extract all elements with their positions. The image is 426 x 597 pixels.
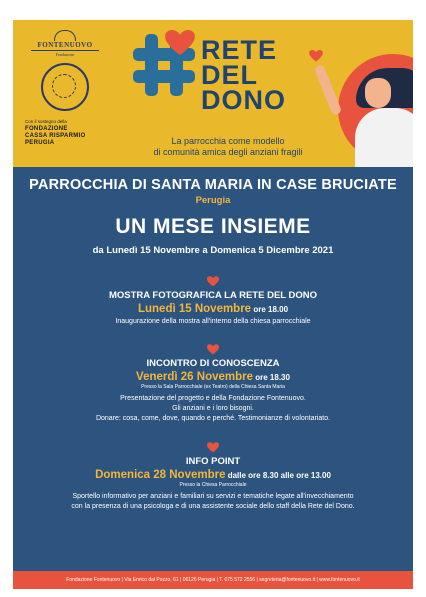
event-time: ore 18.00 bbox=[253, 305, 289, 314]
event-info-point bbox=[13, 442, 413, 512]
sponsor-logos bbox=[25, 30, 105, 147]
event-time: ore 18.30 bbox=[255, 373, 290, 382]
fontenuovo-logo-sub: Fondazione bbox=[31, 50, 99, 57]
event-day: Venerdì 26 Novembre bbox=[136, 371, 254, 383]
contribution-label: Con il sostegno della bbox=[25, 119, 67, 124]
event-day: Domenica 28 Novembre bbox=[95, 469, 226, 481]
event-date-meeting bbox=[13, 371, 413, 383]
heart-icon bbox=[207, 344, 219, 355]
fondazione-line1: FONDAZIONE bbox=[25, 126, 68, 132]
event-title-exhibition: MOSTRA FOTOGRAFICA LA RETE DEL DONO bbox=[108, 290, 318, 301]
desc-line: Gli anziani e i loro bisogni. bbox=[172, 405, 254, 412]
city-name: Perugia bbox=[195, 195, 231, 206]
event-day: Lunedì 15 Novembre bbox=[137, 303, 252, 315]
event-title-info-point: INFO POINT bbox=[185, 456, 241, 467]
university-seal-icon bbox=[41, 63, 89, 111]
event-meeting bbox=[13, 344, 413, 424]
date-range: da Lunedì 15 Novembre a Domenica 5 Dicembre 2021 bbox=[92, 245, 334, 256]
event-poster bbox=[13, 20, 413, 589]
event-location: Presso la Chiesa Parrocchiale bbox=[179, 482, 247, 488]
house-icon bbox=[54, 30, 76, 41]
illustration-face bbox=[365, 78, 391, 108]
desc-line: Presentazione del progetto e della Fondazione Fontenuovo. bbox=[120, 395, 306, 402]
small-heart-icon bbox=[309, 50, 323, 62]
heart-icon bbox=[207, 442, 219, 453]
fondazione-cassa-logo bbox=[25, 126, 105, 147]
event-exhibition bbox=[13, 276, 413, 326]
event-date-exhibition bbox=[13, 303, 413, 315]
event-title-meeting: INCONTRO DI CONOSCENZA bbox=[146, 358, 280, 369]
tagline bbox=[128, 136, 328, 158]
program-panel bbox=[13, 167, 413, 571]
church-name: PARROCCHIA DI SANTA MARIA IN CASE BRUCIATE bbox=[29, 177, 397, 193]
desc-line: con la presenza di una psicologa e di una assistente sociale dello staff della Rete del Dono. bbox=[71, 503, 355, 510]
desc-line: Donare: cosa, come, dove, quando e perché. Testimonianze di volontariato. bbox=[95, 415, 331, 422]
heart-icon bbox=[207, 276, 219, 287]
tagline-line2: di comunità amica degli anziani fragili bbox=[153, 147, 303, 157]
title-line2: DEL bbox=[201, 60, 258, 90]
event-description bbox=[13, 394, 413, 424]
heart-icon bbox=[165, 30, 195, 56]
footer-contacts: Fondazione Fontenuovo | Via Enrico dal Pozzo, 61 | 06126 Perugia | T. 075 572 2556 | segreteria@fontenuovo.it | www.fontenuovo.it bbox=[13, 571, 413, 589]
fontenuovo-logo-name: FONTENUOVO bbox=[37, 41, 93, 49]
event-note: Inaugurazione della mostra all'interno della chiesa parrocchiale bbox=[115, 318, 311, 325]
title-line1: RETE bbox=[201, 35, 278, 65]
fontenuovo-logo bbox=[25, 30, 105, 57]
rete-del-dono-title bbox=[201, 35, 286, 115]
event-location: Presso la Sala Parrocchiale (ex Teatro) della Chiesa Santa Maria bbox=[141, 384, 285, 390]
fondazione-line2: CASSA RISPARMIO PERUGIA bbox=[25, 133, 86, 146]
title-line3: DONO bbox=[201, 85, 286, 115]
hero-banner bbox=[13, 20, 413, 167]
illustration-body bbox=[355, 108, 413, 167]
illustration-arm bbox=[314, 64, 343, 116]
event-time: dalle ore 8.30 alle ore 13.00 bbox=[227, 471, 331, 480]
event-description bbox=[13, 492, 413, 512]
event-date-info-point bbox=[13, 469, 413, 481]
tagline-line1: La parrocchia come modello bbox=[171, 136, 285, 146]
event-title: UN MESE INSIEME bbox=[115, 215, 311, 238]
desc-line: Sportello informativo per anziani e familiari su servizi e tematiche legate all'invecchiamento bbox=[72, 493, 354, 500]
